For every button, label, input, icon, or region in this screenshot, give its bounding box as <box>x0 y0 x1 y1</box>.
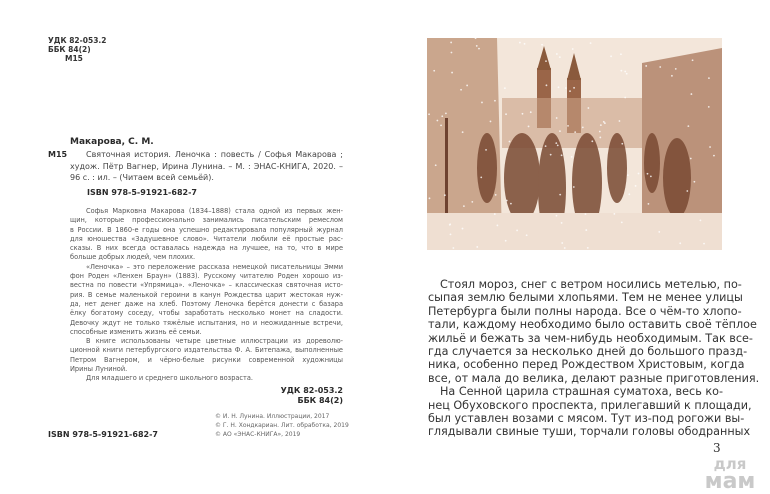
snowflake <box>627 174 629 176</box>
text-line: Петербурга были полны народа. Все о чём-то хлопо- <box>428 304 742 318</box>
copyright-line: © Г. Н. Хондкариан. Лит. обработка, 2019 <box>215 422 349 429</box>
snowflake <box>638 173 640 175</box>
snowflake <box>709 146 711 148</box>
snowflake <box>659 66 661 68</box>
snowflake <box>692 59 694 61</box>
snowflake <box>690 93 692 95</box>
snowflake <box>599 137 601 139</box>
snowflake <box>671 75 673 77</box>
author-name: Макарова, С. М. <box>70 137 154 147</box>
text-line: В книге использованы четыре цветные иллюстрации из дореволю- <box>86 337 343 346</box>
snowflake <box>451 52 453 54</box>
snowflake <box>647 173 649 175</box>
text-line: Ирины Луниной. <box>70 365 128 374</box>
udk-code: УДК 82-053.2 <box>48 36 107 45</box>
story-text <box>428 278 760 439</box>
snowflake <box>690 158 692 160</box>
snowflake <box>645 65 647 67</box>
text-line: сыпая землю белыми хлопьями. Тем не менее улицы <box>428 291 743 305</box>
snowflake <box>462 228 464 230</box>
snowflake <box>530 111 532 113</box>
snowflake <box>574 131 576 133</box>
snowflake <box>433 70 435 72</box>
snowflake <box>650 175 652 177</box>
text-line: жильё и бежать за чем-нибудь необходимым. Так все- <box>428 331 753 345</box>
snowflake <box>559 194 561 196</box>
snowflake <box>528 126 530 128</box>
snowflake <box>556 53 558 55</box>
watermark-logo <box>700 457 760 492</box>
snowflake <box>713 155 715 157</box>
snowflake <box>561 154 563 156</box>
snowflake <box>519 42 521 44</box>
text-line: тали, каждому необходимо было оставить своё тёплое <box>428 318 757 332</box>
snowflake <box>463 205 465 207</box>
snowflake <box>587 107 589 109</box>
text-line: фон Роден «Ленхен Браун» (1883). Русскому читателю Роден хорошо из- <box>70 272 343 281</box>
snowflake <box>558 86 560 88</box>
text-line: На Сенной царила страшная суматоха, весь ко- <box>440 385 723 399</box>
snowflake <box>703 243 705 245</box>
snowflake <box>561 222 563 224</box>
snowflake <box>687 125 689 127</box>
snowflake <box>587 247 589 249</box>
snowflake <box>708 106 710 108</box>
snowflake <box>497 225 499 227</box>
bbk-code: ББК 84(2) <box>48 45 91 54</box>
snowflake <box>613 213 615 215</box>
snowflake <box>624 71 626 73</box>
snowflake <box>476 246 478 248</box>
text-line: Стоял мороз, снег с ветром носились метелью, по- <box>440 278 742 291</box>
snowflake <box>460 89 462 91</box>
snowflake <box>693 181 695 183</box>
snowflake <box>462 131 464 133</box>
text-line: Девочку ждут не только тяжёлые испытания, но и неожиданные встречи, <box>70 318 343 327</box>
snowflake <box>550 154 552 156</box>
copyright-line: © АО «ЭНАС-КНИГА», 2019 <box>215 431 301 438</box>
snowflake <box>541 44 543 46</box>
snowflake <box>571 156 573 158</box>
snowflake <box>545 145 547 147</box>
snowflake <box>429 197 431 199</box>
snowflake <box>555 142 557 144</box>
snowflake <box>504 87 506 89</box>
snowflake <box>621 221 623 223</box>
snowflake <box>546 84 548 86</box>
snowflake <box>556 215 558 217</box>
udk-footer <box>281 386 343 405</box>
snowflake <box>481 102 483 104</box>
bbk-code: ББК 84(2) <box>297 395 343 405</box>
snowflake <box>476 45 478 47</box>
snowflake <box>620 70 622 72</box>
text-line: ёлку богатому соседу, чтобы заработать несколько монет на сладости. <box>70 309 343 318</box>
snowflake <box>428 113 430 115</box>
snowflake <box>648 203 650 205</box>
snowflake <box>610 55 612 57</box>
author-mark: М15 <box>65 54 83 63</box>
udk-header <box>48 36 106 63</box>
snowflake <box>591 140 593 142</box>
snowflake <box>561 242 563 244</box>
call-mark: М15 <box>48 150 68 159</box>
text-line: Софья Марковна Макарова (1834–1888) стала одной из первых жен- <box>86 207 343 215</box>
snowflake <box>708 77 710 79</box>
snowflake <box>565 87 567 89</box>
snowflake <box>466 85 468 87</box>
snowflake <box>620 53 622 55</box>
snowflake <box>452 247 454 249</box>
snowflake <box>440 125 442 127</box>
snowflake <box>506 200 508 202</box>
snowflake <box>524 43 526 45</box>
snowflake <box>557 144 559 146</box>
snowflake <box>435 164 437 166</box>
snowflake <box>451 72 453 74</box>
snowflake <box>686 190 688 192</box>
copyright-line: © И. Н. Лунина. Иллюстрации, 2017 <box>215 413 330 420</box>
watermark-word: для <box>713 455 747 473</box>
snowflake <box>556 117 558 119</box>
snowflake <box>590 42 592 44</box>
snowflake <box>505 113 507 115</box>
snowflake <box>621 143 623 145</box>
snowflake <box>599 131 601 133</box>
snowflake <box>494 213 496 215</box>
text-line: щин, которые профессионально занимались писательским ремеслом <box>70 216 343 225</box>
snowflake <box>624 97 626 99</box>
isbn-bottom: ISBN 978-5-91921-682-7 <box>48 430 158 439</box>
snowflake <box>480 177 482 179</box>
text-line: Петром Вагнером, и чёрно-белые рисунки современной художницы <box>70 355 343 364</box>
snowflake <box>441 115 443 117</box>
text-line: для юношества «Задушевное слово». Читатели любили её простые рас- <box>70 234 343 243</box>
snowflake <box>475 37 477 39</box>
citation-line: 96 с. : ил. – (Читаем всей семьёй). <box>70 173 214 182</box>
snowflake <box>635 185 637 187</box>
snowflake <box>450 233 452 235</box>
text-line: глядывали свиные туши, торчали головы ободранных <box>428 425 751 439</box>
text-line: да, нет денег даже на хлеб. Поэтому Леночка берётся донести с базара <box>70 299 343 308</box>
snowflake <box>585 213 587 215</box>
snowflake <box>490 121 492 123</box>
snowflake <box>559 130 561 132</box>
annotation-text <box>70 207 343 384</box>
text-line: был уставлен возами с мясом. Тут из-под рогожи вы- <box>428 412 745 426</box>
snowflake <box>658 231 660 233</box>
text-line: Для младшего и среднего школьного возраста. <box>86 374 254 383</box>
text-line: вестна по повести «Упрямица». «Леночка» – классическая святочная исто- <box>70 281 343 290</box>
snowflake <box>526 234 528 236</box>
copyright-block <box>215 412 349 439</box>
snowflake <box>494 100 496 102</box>
snowflake <box>700 220 702 222</box>
text-line: ника, особенно перед Рождеством Христовым, когда <box>428 358 745 372</box>
text-line: гда случается за несколько дней до большого празд- <box>428 345 748 359</box>
snowflake <box>573 186 575 188</box>
snowflake <box>522 113 524 115</box>
snowflake <box>478 48 480 50</box>
text-line: нец Обуховского проспекта, прилегавший к площади, <box>428 398 752 412</box>
citation-line: Святочная история. Леночка : повесть / Софья Макарова ; <box>86 150 343 159</box>
snowflake <box>619 120 621 122</box>
snowflake <box>444 194 446 196</box>
snowflake <box>675 68 677 70</box>
udk-code: УДК 82-053.2 <box>280 386 343 395</box>
snowflake <box>445 113 447 115</box>
citation-line: худож. Пётр Вагнер, Ирина Лунина. – М. : ЭНАС-КНИГА, 2020. – <box>70 161 343 171</box>
snowflake <box>516 230 518 232</box>
text-line: все, от мала до велика, делают разные приготовления. <box>428 371 760 385</box>
text-line: способные изменить жизнь её семьи. <box>70 327 202 336</box>
bibliographic-citation <box>70 149 343 184</box>
snowflake <box>505 240 507 242</box>
text-line: рия. В семье маленькой героини в канун Рождества царит жестокая нуж- <box>70 290 343 299</box>
snowflake <box>436 120 438 122</box>
snowflake <box>573 87 575 89</box>
snowflake <box>450 42 452 44</box>
text-line: в России. В 1860-е годы она успешно редактировала популярный журнал <box>70 225 343 234</box>
text-line: «Леночка» – это переложение рассказа немецкой писательницы Эмми <box>86 262 343 271</box>
snowflake <box>628 193 630 195</box>
snowflake <box>626 73 628 75</box>
snowflake <box>509 141 511 143</box>
text-line: ционной книги петербургского издательства Ф. А. Битепажа, выполненные <box>70 346 343 355</box>
snowflake <box>567 125 569 127</box>
snowflake <box>449 224 451 226</box>
snowflake <box>582 126 584 128</box>
snowflake <box>545 60 547 62</box>
snowflake <box>510 203 512 205</box>
snowflake <box>679 242 681 244</box>
snowflake <box>485 149 487 151</box>
text-line: сказы. В них всегда оставалась надежда на лучшее, на то, что в мире <box>70 244 343 253</box>
snowflake <box>564 247 566 249</box>
snowflake <box>585 229 587 231</box>
snowflake <box>495 194 497 196</box>
snowflake <box>559 56 561 58</box>
snowflake <box>569 90 571 92</box>
text-line: больше добрых людей, чем плохих. <box>70 253 196 262</box>
snowflake <box>471 201 473 203</box>
page-number: 3 <box>713 441 721 455</box>
isbn-top: ISBN 978-5-91921-682-7 <box>87 188 197 197</box>
snowflake <box>572 48 574 50</box>
snowflake <box>600 124 602 126</box>
illustration-winter-street <box>427 38 722 250</box>
watermark-word: мам <box>704 469 756 494</box>
snowflake <box>603 121 605 123</box>
